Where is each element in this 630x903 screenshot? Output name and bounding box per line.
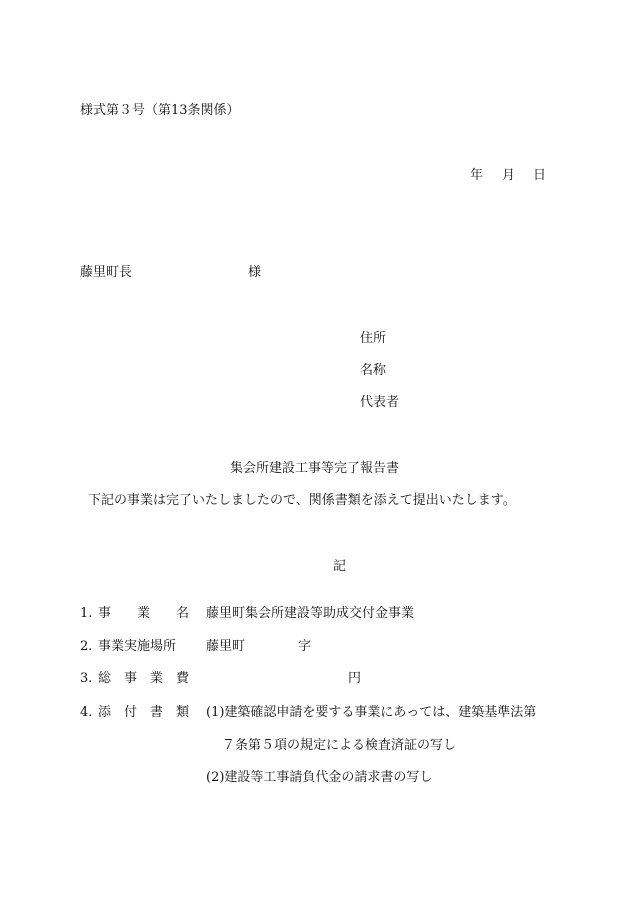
address-label: 住所 bbox=[360, 331, 387, 346]
item-2-value: 藤里町 bbox=[206, 639, 246, 654]
date-day-label: 日 bbox=[533, 168, 547, 183]
date-month-label: 月 bbox=[502, 168, 516, 183]
item-2-number: 2. bbox=[80, 639, 93, 654]
item-1-number: 1. bbox=[80, 606, 93, 621]
item-1-label: 事 業 名 bbox=[98, 606, 190, 621]
addressee-name: 藤里町長 bbox=[80, 265, 133, 280]
item-3-number: 3. bbox=[80, 671, 93, 686]
representative-label: 代表者 bbox=[360, 395, 400, 410]
document-title: 集会所建設工事等完了報告書 bbox=[230, 461, 400, 476]
date-year-label: 年 bbox=[470, 168, 484, 183]
item-4-value-2: (2)建設等工事請負代金の請求書の写し bbox=[206, 770, 433, 785]
item-4-value-1: (1)建築確認申請を要する事業にあっては、建築基準法第 bbox=[206, 705, 537, 720]
addressee-honorific: 様 bbox=[248, 265, 262, 280]
item-2-value-aza: 字 bbox=[298, 639, 312, 654]
item-3-label: 総 事 業 費 bbox=[98, 671, 190, 686]
item-1-value: 藤里町集会所建設等助成交付金事業 bbox=[206, 606, 415, 621]
intro-text: 下記の事業は完了いたしましたので、関係書類を添えて提出いたします。 bbox=[88, 493, 516, 508]
item-4-value-1-cont: ７条第５項の規定による検査済証の写し bbox=[222, 738, 457, 753]
item-4-label: 添 付 書 類 bbox=[98, 705, 190, 720]
ki-heading: 記 bbox=[333, 559, 347, 574]
item-3-value-yen: 円 bbox=[348, 671, 362, 686]
item-4-number: 4. bbox=[80, 705, 93, 720]
item-2-label: 事業実施場所 bbox=[98, 639, 177, 654]
name-label: 名称 bbox=[360, 363, 387, 378]
form-number: 様式第３号（第13条関係） bbox=[80, 103, 240, 118]
